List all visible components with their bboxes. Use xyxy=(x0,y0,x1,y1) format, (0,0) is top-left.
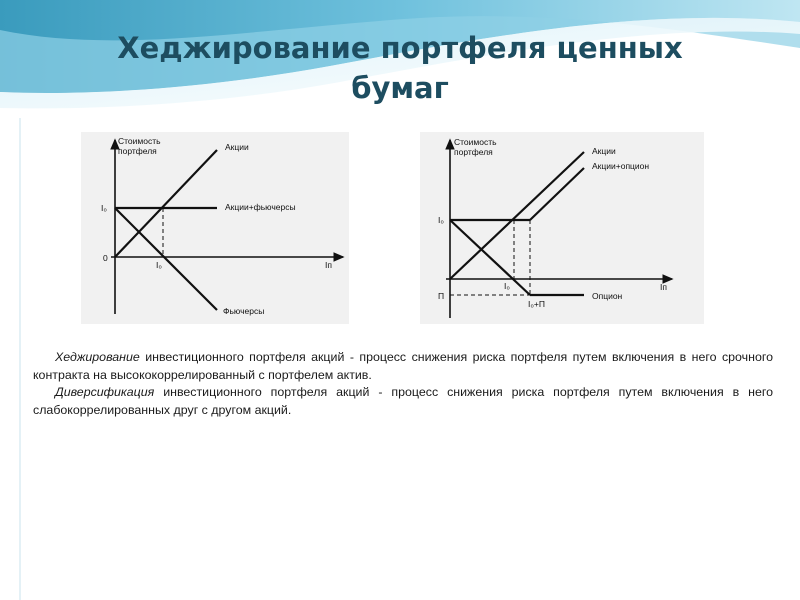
stocks-option-label: Акции+опцион xyxy=(592,161,650,171)
stocks-line xyxy=(115,150,217,257)
futures-line xyxy=(115,208,217,310)
option-hedge-diagram xyxy=(420,132,704,324)
stocks-label: Акции xyxy=(592,146,616,156)
hedging-definition-text: инвестиционного портфеля акций - процесс снижения риска портфеля путем включения в него срочного контракта на высококоррелированный с портфелем актив. xyxy=(33,350,773,382)
y-axis-label-line-2: портфеля xyxy=(118,146,157,156)
diversification-definition xyxy=(33,384,773,419)
futures-hedge-diagram xyxy=(81,132,349,324)
stocks-futures-label: Акции+фьючерсы xyxy=(225,202,296,212)
option-line-falling xyxy=(450,220,530,295)
diversification-term: Диверсификация xyxy=(55,385,155,399)
futures-label: Фьючерсы xyxy=(223,306,265,316)
x-axis-label: Iп xyxy=(325,260,332,270)
diversification-definition-text: инвестиционного портфеля акций - процесс снижения риска портфеля путем включения в него слабокоррелированных друг с другом акций. xyxy=(33,385,773,417)
y-tick-label-i0: I₀ xyxy=(438,215,444,225)
y-axis-label-line-2: портфеля xyxy=(454,147,493,157)
slide-title-line-2: бумаг xyxy=(351,71,449,105)
slide-title-line-1: Хеджирование портфеля ценных xyxy=(117,31,683,65)
y-premium-label: П xyxy=(438,291,445,301)
x-tick-label-i0: I₀ xyxy=(156,260,162,270)
x-tick-label-i0: I₀ xyxy=(504,281,510,291)
option-hedge-diagram-svg xyxy=(420,132,704,324)
hedging-term: Хеджирование xyxy=(55,350,140,364)
option-label: Опцион xyxy=(592,291,623,301)
y-axis-label-line-1: Стоимость xyxy=(454,137,497,147)
hedging-definition xyxy=(33,349,773,384)
slide-title xyxy=(40,28,760,108)
x-tick-label-i0-plus-premium: I₀+П xyxy=(528,299,545,309)
stocks-line xyxy=(450,152,584,279)
y-axis-label-line-1: Стоимость xyxy=(118,136,161,146)
futures-hedge-diagram-svg xyxy=(81,132,349,324)
definitions-text xyxy=(33,349,773,419)
y-origin-label: 0 xyxy=(103,253,108,263)
stocks-label: Акции xyxy=(225,142,249,152)
y-tick-label-i0: I₀ xyxy=(101,203,107,213)
x-axis-label: Iп xyxy=(660,282,667,292)
